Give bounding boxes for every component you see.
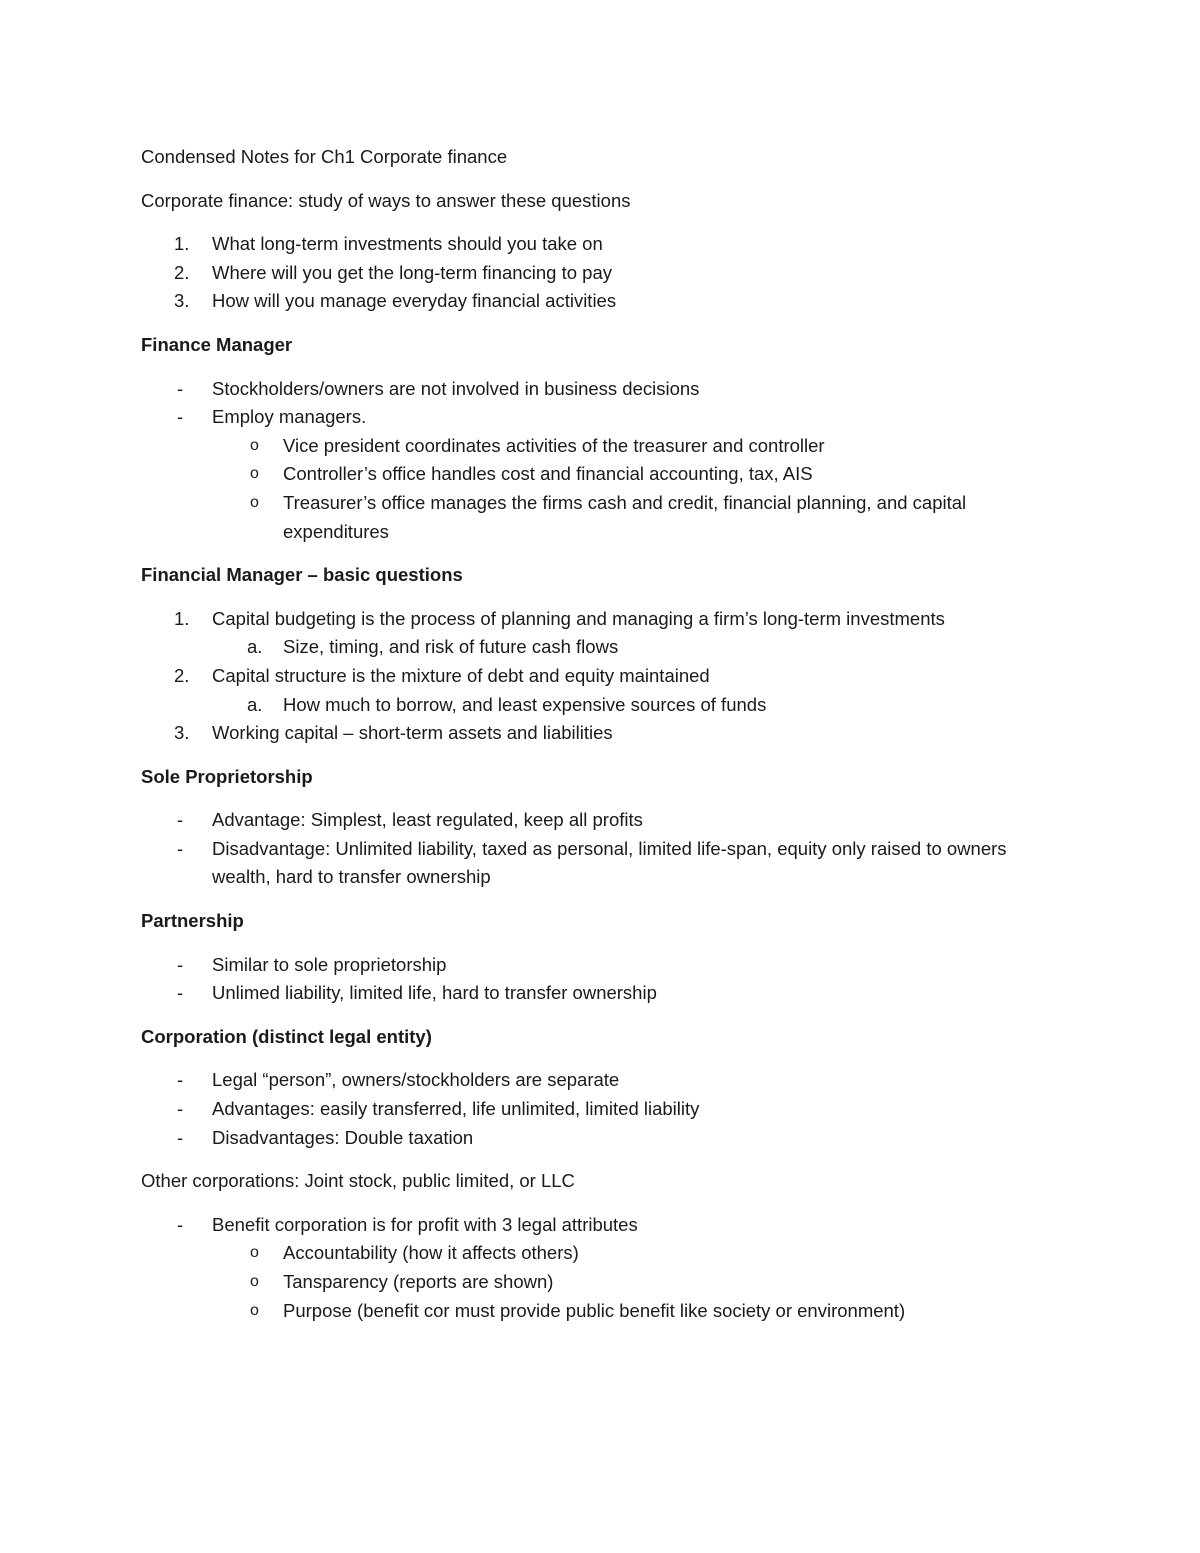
document-body — [141, 143, 1041, 1340]
list-marker: - — [177, 1213, 184, 1235]
list-item-text: Advantages: easily transferred, life unlimited, limited liability — [212, 1098, 700, 1120]
list-marker: 3. — [174, 722, 190, 744]
list-item — [141, 1066, 1041, 1095]
list-item-text: Employ managers. — [212, 406, 367, 428]
other-corporations-line: Other corporations: Joint stock, public limited, or LLC — [141, 1170, 575, 1192]
list-marker: a. — [247, 693, 263, 715]
list-marker: o — [250, 436, 259, 454]
list-item — [141, 662, 1041, 719]
list-marker: - — [177, 377, 184, 399]
list-item — [141, 1095, 1041, 1124]
partnership-list — [141, 951, 1041, 1008]
questions-list — [141, 230, 1041, 316]
list-item — [141, 719, 1041, 748]
list-marker: - — [177, 837, 184, 859]
list-marker: - — [177, 406, 184, 428]
list-item-text: Working capital – short-term assets and liabilities — [212, 722, 613, 744]
sub-list — [212, 691, 1041, 720]
sole-proprietorship-list — [141, 806, 1041, 892]
sub-list-item — [141, 460, 1041, 489]
list-item — [141, 806, 1041, 835]
section-heading-financial-manager: Financial Manager – basic questions — [141, 564, 463, 586]
list-item-text: How will you manage everyday financial activities — [212, 290, 617, 312]
sub-list-item — [141, 691, 1041, 720]
list-marker: o — [250, 1273, 259, 1290]
list-item-text: Benefit corporation is for profit with 3 legal attributes — [212, 1213, 638, 1235]
list-marker: 1. — [174, 607, 190, 629]
corporation-list — [141, 1066, 1041, 1152]
sub-list-item — [141, 633, 1041, 662]
section-heading-finance-manager: Finance Manager — [141, 333, 293, 355]
list-item — [141, 1124, 1041, 1153]
list-marker: - — [177, 1126, 184, 1148]
sub-list-item — [141, 1268, 1041, 1297]
list-marker: o — [250, 1244, 259, 1262]
other-corporations-list — [141, 1211, 1041, 1325]
list-item — [141, 287, 1041, 316]
intro-line: Corporate finance: study of ways to answer these questions — [141, 189, 631, 211]
financial-manager-list — [141, 605, 1041, 748]
list-marker: o — [250, 1301, 259, 1319]
list-marker: - — [177, 809, 184, 831]
list-item-text: Disadvantage: Unlimited liability, taxed as personal, limited life-span, equity only raised to owners wealth, hard to transfer ownership — [212, 837, 1007, 888]
list-item-text: Stockholders/owners are not involved in business decisions — [212, 377, 700, 399]
list-item-text: Similar to sole proprietorship — [212, 953, 447, 975]
sub-list-item-text: Purpose (benefit cor must provide public benefit like society or environment) — [283, 1299, 906, 1321]
list-item-text: Advantage: Simplest, least regulated, keep all profits — [212, 809, 643, 831]
sub-list-item — [141, 1239, 1041, 1268]
list-marker: o — [250, 493, 259, 511]
list-item — [141, 835, 1041, 892]
sub-list-item-text: How much to borrow, and least expensive sources of funds — [283, 693, 767, 715]
sub-list-item-text: Tansparency (reports are shown) — [283, 1271, 554, 1292]
list-item — [141, 979, 1041, 1008]
list-item — [141, 1211, 1041, 1325]
document-title: Condensed Notes for Ch1 Corporate finance — [141, 146, 508, 167]
list-marker: - — [177, 1098, 184, 1120]
sub-list — [212, 432, 1041, 546]
section-heading-partnership: Partnership — [141, 910, 244, 932]
list-item — [141, 259, 1041, 288]
list-item-text: Unlimed liability, limited life, hard to transfer ownership — [212, 982, 657, 1004]
sub-list-item-text: Size, timing, and risk of future cash flows — [283, 636, 619, 658]
sub-list — [212, 1239, 1041, 1325]
sub-list — [212, 633, 1041, 662]
sub-list-item-text: Treasurer’s office manages the firms cash and credit, financial planning, and capital expenditures — [283, 491, 967, 542]
list-marker: o — [250, 465, 259, 483]
finance-manager-list — [141, 375, 1041, 547]
list-item — [141, 230, 1041, 259]
list-item — [141, 375, 1041, 404]
list-item — [141, 951, 1041, 980]
list-item-text: Disadvantages: Double taxation — [212, 1126, 474, 1148]
list-marker: - — [177, 953, 184, 975]
sub-list-item — [141, 1297, 1041, 1326]
list-marker: - — [177, 1069, 184, 1091]
list-item-text: What long-term investments should you take on — [212, 233, 603, 255]
section-heading-sole-proprietorship: Sole Proprietorship — [141, 765, 313, 787]
list-marker: 2. — [174, 261, 190, 283]
sub-list-item-text: Accountability (how it affects others) — [283, 1242, 579, 1264]
list-item — [141, 403, 1041, 546]
sub-list-item-text: Vice president coordinates activities of the treasurer and controller — [283, 434, 825, 456]
list-marker: 1. — [174, 233, 190, 255]
sub-list-item — [141, 489, 1041, 546]
list-item — [141, 605, 1041, 662]
sub-list-item — [141, 432, 1041, 461]
list-marker: 3. — [174, 290, 190, 312]
list-item-text: Where will you get the long-term financing to pay — [212, 261, 613, 283]
list-marker: a. — [247, 636, 263, 658]
list-marker: - — [177, 982, 184, 1004]
list-marker: 2. — [174, 664, 190, 686]
sub-list-item-text: Controller’s office handles cost and financial accounting, tax, AIS — [283, 463, 813, 485]
section-heading-corporation: Corporation (distinct legal entity) — [141, 1025, 432, 1047]
list-item-text: Legal “person”, owners/stockholders are separate — [212, 1069, 620, 1091]
list-item-text: Capital structure is the mixture of debt and equity maintained — [212, 664, 710, 686]
list-item-text: Capital budgeting is the process of planning and managing a firm’s long-term investments — [212, 607, 945, 629]
